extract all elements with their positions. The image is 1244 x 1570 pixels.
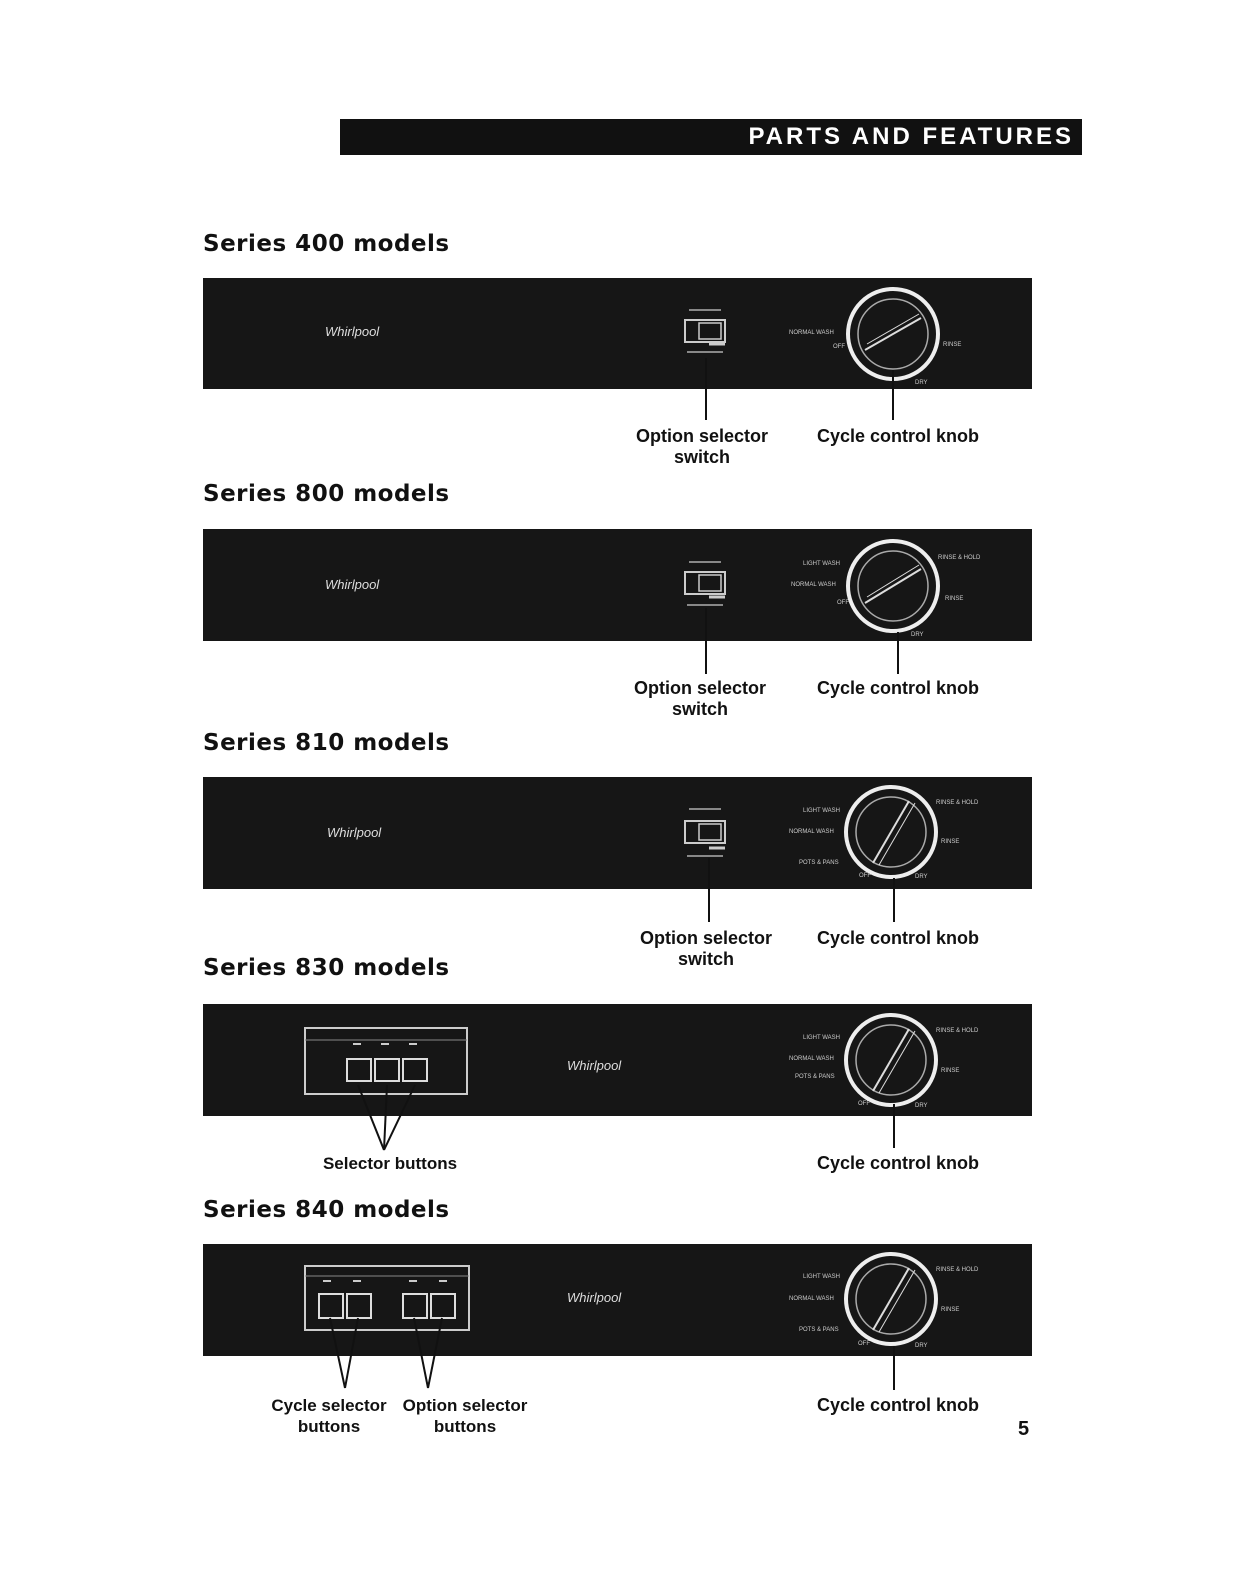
svg-text:RINSE: RINSE — [945, 596, 964, 602]
svg-text:OFF: OFF — [858, 1101, 870, 1107]
svg-text:LIGHT WASH: LIGHT WASH — [803, 561, 841, 567]
whirlpool-logo: Whirlpool — [325, 324, 380, 339]
page-number: 5 — [1018, 1418, 1030, 1440]
svg-text:NORMAL WASH: NORMAL WASH — [789, 829, 834, 835]
svg-text:NORMAL WASH: NORMAL WASH — [791, 582, 836, 588]
option-selector-switch-callout: Option selector switch — [635, 426, 769, 467]
series-800-title: Series 800 models — [203, 481, 450, 507]
svg-text:DRY: DRY — [915, 380, 928, 386]
option-selector-buttons-callout: Option selector buttons — [402, 1396, 528, 1436]
svg-text:POTS & PANS: POTS & PANS — [799, 860, 839, 866]
svg-text:LIGHT WASH: LIGHT WASH — [803, 1274, 841, 1280]
whirlpool-logo: Whirlpool — [325, 577, 380, 592]
svg-text:NORMAL WASH: NORMAL WASH — [789, 1056, 834, 1062]
series-400-title: Series 400 models — [203, 231, 450, 257]
selector-buttons-callout: Selector buttons — [322, 1154, 458, 1173]
svg-text:RINSE & HOLD: RINSE & HOLD — [936, 1028, 979, 1034]
svg-text:OFF: OFF — [858, 1341, 870, 1347]
svg-text:DRY: DRY — [915, 874, 928, 880]
svg-text:OFF: OFF — [859, 873, 871, 879]
svg-text:OFF: OFF — [837, 600, 849, 606]
svg-text:RINSE: RINSE — [941, 1307, 960, 1313]
cycle-control-knob-callout: Cycle control knob — [816, 1153, 980, 1173]
svg-text:POTS & PANS: POTS & PANS — [799, 1327, 839, 1333]
cycle-control-knob-callout: Cycle control knob — [816, 426, 980, 446]
series-840-title: Series 840 models — [203, 1197, 450, 1223]
svg-text:NORMAL WASH: NORMAL WASH — [789, 330, 834, 336]
cycle-control-knob-callout: Cycle control knob — [816, 1395, 980, 1415]
svg-text:DRY: DRY — [915, 1103, 928, 1109]
cycle-control-knob-callout: Cycle control knob — [816, 928, 980, 948]
svg-text:RINSE & HOLD: RINSE & HOLD — [936, 1267, 979, 1273]
series-830-title: Series 830 models — [203, 955, 450, 981]
svg-text:LIGHT WASH: LIGHT WASH — [803, 1035, 841, 1041]
svg-text:RINSE & HOLD: RINSE & HOLD — [938, 555, 981, 561]
svg-text:RINSE: RINSE — [943, 342, 962, 348]
svg-text:POTS & PANS: POTS & PANS — [795, 1074, 835, 1080]
svg-text:RINSE: RINSE — [941, 1068, 960, 1074]
svg-text:DRY: DRY — [911, 632, 924, 638]
svg-text:RINSE & HOLD: RINSE & HOLD — [936, 800, 979, 806]
page-section-title: PARTS AND FEATURES — [748, 123, 1074, 150]
whirlpool-logo: Whirlpool — [327, 825, 382, 840]
svg-text:NORMAL WASH: NORMAL WASH — [789, 1296, 834, 1302]
option-selector-switch-callout: Option selector switch — [633, 678, 767, 719]
svg-text:RINSE: RINSE — [941, 839, 960, 845]
series-810-title: Series 810 models — [203, 730, 450, 756]
whirlpool-logo: Whirlpool — [567, 1290, 622, 1305]
svg-text:OFF: OFF — [833, 344, 845, 350]
svg-text:LIGHT WASH: LIGHT WASH — [803, 808, 841, 814]
cycle-selector-buttons-callout: Cycle selector buttons — [271, 1396, 387, 1436]
svg-text:DRY: DRY — [915, 1343, 928, 1349]
cycle-control-knob-callout: Cycle control knob — [816, 678, 980, 698]
option-selector-switch-callout: Option selector switch — [639, 928, 773, 969]
whirlpool-logo: Whirlpool — [567, 1058, 622, 1073]
